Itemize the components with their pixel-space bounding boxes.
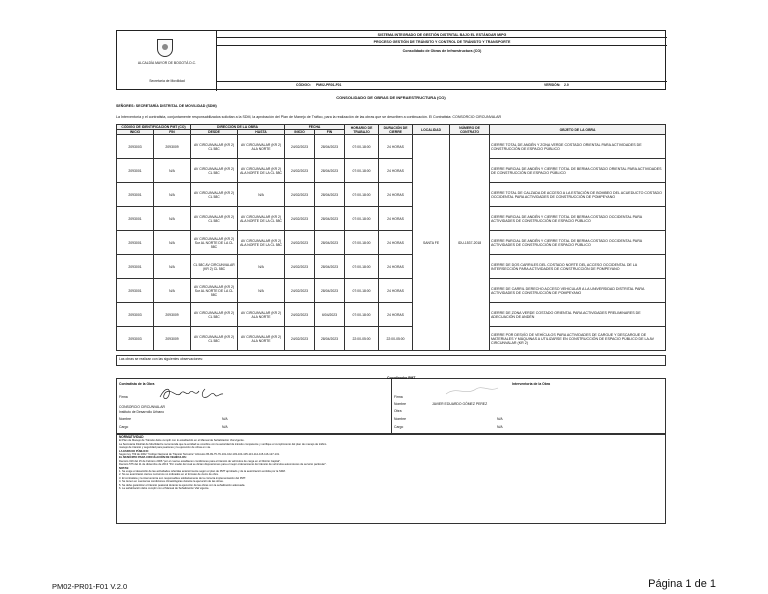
nombre-label: Nombre bbox=[119, 417, 132, 421]
cell-fin: N/A bbox=[154, 183, 191, 207]
cell-horario: 07:00-18:00 bbox=[345, 279, 379, 303]
col-date-group: FECHA bbox=[285, 125, 345, 130]
firma-label-2: Firma bbox=[394, 395, 403, 399]
cell-duracion: 24 HORAS bbox=[379, 183, 413, 207]
cell-objeto: CIERRE PARCIAL DE ANDÉN Y CIERRE TOTAL DE BERMA COSTADO ORIENTAL PARA ACTIVIDADES DE CONSTRUCCIÓN DE ESPACIO PÚBLICO bbox=[490, 159, 666, 183]
cell-fin: 2093009 bbox=[154, 327, 191, 351]
cell-inicio: 2093003 bbox=[117, 303, 154, 327]
cell-desde: AV CIRCUNVALAR (KR 2) CL 58C bbox=[191, 327, 238, 351]
cell-horario: 07:00-18:00 bbox=[345, 207, 379, 231]
recipient-line: SEÑORES: SECRETARÍA DISTRITAL DE MOVILIDAD (SDM) bbox=[116, 104, 217, 108]
cell-desde: AV CIRCUNVALAR (KR 2) CL 58C bbox=[191, 183, 238, 207]
cell-f-fin: 28/04/2023 bbox=[315, 159, 345, 183]
logo-text: ALCALDÍA MAYOR DE BOGOTÁ D.C. bbox=[137, 61, 197, 65]
cell-desde: AV CIRCUNVALAR (KR 2) CL 58C bbox=[191, 135, 238, 159]
footer-page: Página 1 de 1 bbox=[648, 578, 716, 590]
intro-line bbox=[116, 115, 666, 119]
normativity-line: LA ESPACIO PÚBLICO: bbox=[119, 449, 149, 453]
normativity-line: Decreto 575 del 11 de diciembre de 2013 "Por medio del cual se dictan disposiciones para el mejor ordenamiento del tránsito de vehículos automotores de servicio particular". bbox=[119, 463, 327, 467]
cargo-value: N/A bbox=[222, 425, 228, 429]
footer-code: PM02-PR01-F01 V.2.0 bbox=[52, 582, 128, 591]
cell-f-fin: 28/04/2023 bbox=[315, 279, 345, 303]
cell-hasta: N/A bbox=[238, 255, 285, 279]
contractor-text: CONSORCIO CIRCUNVALAR bbox=[452, 115, 502, 119]
normativity-line: manejo de tránsito y seguridad para peatones y la ejecución de obras en vía. bbox=[119, 446, 211, 450]
cell-f-fin: 28/04/2023 bbox=[315, 231, 345, 255]
cell-desde: AV CIRCUNVALAR (KR 2) CL 58C bbox=[191, 159, 238, 183]
cell-objeto: CIERRE TOTAL DE ANDÉN Y ZONA VERDE COSTADO ORIENTAL PARA ACTIVIDADES DE CONSTRUCCIÓN DE ESPACIO PÚBLICO bbox=[490, 135, 666, 159]
cell-objeto: CIERRE PARCIAL DE ANDÉN Y CIERRE TOTAL DE BERMA COSTADO OCCIDENTAL PARA ACTIVIDADES DE CONSTRUCCIÓN DE ESPACIO PÚBLICO bbox=[490, 207, 666, 231]
col-fin: FIN bbox=[154, 130, 191, 135]
logo-subtext: Secretaría de Movilidad bbox=[149, 79, 185, 83]
col-horario: HORARIO DE TRABAJO bbox=[345, 125, 379, 135]
normativity-line: 5. Se debe garantizar el tránsito peatonal durante la ejecución de las obras con la señalización adecuada. bbox=[119, 483, 246, 487]
cell-horario: 07:00-18:00 bbox=[345, 303, 379, 327]
intro-text: La Interventoría y el contratista, conjuntamente responsabilizados solicitan a la SDM, la aprobación del Plan de Manejo de Tráfico, para la realización de las obras que se describen a continuación. El Contratista: bbox=[116, 115, 452, 119]
cell-hasta: AV CIRCUNVALAR (KR 2) ALA NORTE bbox=[238, 327, 285, 351]
cell-duracion: 24 HORAS bbox=[379, 159, 413, 183]
cell-objeto: CIERRE DE ZONA VERDE COSTADO ORIENTAL PARA ACTIVIDADES PRELIMINARES DE ADECUACIÓN DE ANDÉN bbox=[490, 303, 666, 327]
cell-fin: 2093009 bbox=[154, 303, 191, 327]
table-row bbox=[117, 255, 666, 279]
normativity-line: El Plan de Manejo de Tránsito debe cumplir con lo establecido en el Manual de Señalización Vial vigente. bbox=[119, 439, 245, 443]
cell-f-fin: 28/04/2023 bbox=[315, 207, 345, 231]
col-hasta: HASTA bbox=[238, 130, 285, 135]
cell-fin: N/A bbox=[154, 207, 191, 231]
version-label: VERSIÓN: bbox=[544, 83, 561, 87]
col-fecha-inicio: INICIO bbox=[285, 130, 315, 135]
logo-cell bbox=[117, 31, 217, 91]
col-dir-group: DIRECCIÓN DE LA OBRA bbox=[191, 125, 285, 130]
cell-f-ini: 24/02/2023 bbox=[285, 231, 315, 255]
cell-hasta: AV CIRCUNVALAR (KR 2) ALA NORTE bbox=[238, 303, 285, 327]
nombre-label-2: Nombre bbox=[394, 402, 407, 406]
code-value: PM02-PR01-F01 bbox=[316, 83, 342, 87]
cell-fin: 2093009 bbox=[154, 135, 191, 159]
cell-inicio: 2093001 bbox=[117, 279, 154, 303]
cell-hasta: AV CIRCUNVALAR (KR 2) ALA NORTE DE LA CL 58C bbox=[238, 159, 285, 183]
cell-horario: 07:00-18:00 bbox=[345, 159, 379, 183]
cell-duracion: 22:00-05:00 bbox=[379, 327, 413, 351]
cargo-value-3: N/A bbox=[497, 425, 503, 429]
cell-horario: 07:00-18:00 bbox=[345, 231, 379, 255]
cell-duracion: 24 HORAS bbox=[379, 231, 413, 255]
header-document: Consolidado de Obras de Infraestructura (CO) bbox=[217, 46, 667, 82]
cell-inicio: 2093001 bbox=[117, 159, 154, 183]
observations-text: Las obras se realizan con las siguientes observaciones: bbox=[119, 357, 203, 361]
cell-f-ini: 24/02/2023 bbox=[285, 159, 315, 183]
cell-horario: 22:00-05:00 bbox=[345, 327, 379, 351]
coordinator-title: Coordinador PMT bbox=[387, 376, 416, 380]
cell-objeto: CIERRE TOTAL DE CALZADA DE ACCESO A LA ESTACIÓN DE BOMBEO DEL ACUEDUCTO COSTADO OCCIDENTAL PARA ACTIVIDADES DE CONSTRUCCIÓN DE POMPEYANO bbox=[490, 183, 666, 207]
normativity-line: 3. El contratista y la interventoría son responsables solidariamente de la correcta implementación del PMT. bbox=[119, 476, 246, 480]
cell-objeto: CIERRE PARCIAL DE ANDÉN Y CIERRE TOTAL DE BERMA COSTADO OCCIDENTAL PARA ACTIVIDADES DE CONSTRUCCIÓN DE ESPACIO PÚBLICO bbox=[490, 231, 666, 255]
cell-inicio: 2093003 bbox=[117, 327, 154, 351]
cell-inicio: 2093003 bbox=[117, 135, 154, 159]
cell-desde: AV CIRCUNVALAR (KR 2) CL 58C bbox=[191, 303, 238, 327]
normativity-line: 2. No se autorizarán cierres nocturnos no indicados en el formato de cierre de obra. bbox=[119, 473, 219, 477]
col-localidad: LOCALIDAD bbox=[413, 125, 450, 135]
document-title: CONSOLIDADO DE OBRAS DE INFRAESTRUCTURA (CO) bbox=[336, 95, 446, 100]
cell-hasta: N/A bbox=[238, 279, 285, 303]
nombre-label-3: Nombre bbox=[394, 417, 407, 421]
entity-label: Instituto de Desarrollo Urbano bbox=[119, 410, 165, 414]
cell-localidad: SANTA FE bbox=[413, 135, 450, 351]
table-row bbox=[117, 303, 666, 327]
cell-horario: 07:00-18:00 bbox=[345, 135, 379, 159]
normativity-line: NOTAS: bbox=[119, 466, 130, 470]
version-value: 2.0 bbox=[564, 83, 569, 87]
contractor-title: Contratista de la Obra bbox=[119, 382, 155, 386]
interventoria-title: Interventoría de la Obra bbox=[512, 382, 551, 386]
col-duracion: DURACIÓN DE CIERRE bbox=[379, 125, 413, 135]
cell-f-ini: 24/02/2023 bbox=[285, 183, 315, 207]
col-objeto: OBJETO DE LA OBRA bbox=[490, 125, 666, 135]
cell-fin: N/A bbox=[154, 255, 191, 279]
normativity-block bbox=[116, 434, 666, 524]
code-bar bbox=[216, 81, 666, 90]
table-row bbox=[117, 183, 666, 207]
observations-box bbox=[116, 355, 666, 366]
cell-fin: N/A bbox=[154, 231, 191, 255]
normativity-line: 1. Se exige el desarrollo de las actividades referidas anteriormente según el plan de PMT aprobado y de la autorización emitida por la SDM. bbox=[119, 470, 286, 474]
interventoria-name: JAVIER EDUARDO GÓMEZ PEREZ bbox=[432, 402, 488, 406]
cell-fin: N/A bbox=[154, 279, 191, 303]
obra-label: Obra bbox=[394, 409, 402, 413]
col-inicio: INICIO bbox=[117, 130, 154, 135]
nombre-value: N/A bbox=[222, 417, 228, 421]
col-contrato: NÚMERO DE CONTRATO bbox=[450, 125, 490, 135]
table-row bbox=[117, 135, 666, 159]
table-row bbox=[117, 159, 666, 183]
table-row bbox=[117, 207, 666, 231]
cell-hasta: AV CIRCUNVALAR (KR 2) ALA NORTE DE LA CL 58C bbox=[238, 231, 285, 255]
cell-duracion: 24 HORAS bbox=[379, 303, 413, 327]
cell-objeto: CIERRE DE DOS CARRILES DEL COSTADO NORTE DEL ACCESO OCCIDENTAL DE LA INTERSECCIÓN PARA ACTIVIDADES DE CONSTRUCCIÓN DE POMPEYANO bbox=[490, 255, 666, 279]
col-code-group: CÓDIGO DE IDENTIFICACIÓN PMT (CO) bbox=[117, 125, 191, 130]
cell-fin: N/A bbox=[154, 159, 191, 183]
cargo-label: Cargo bbox=[119, 425, 129, 429]
signature-block bbox=[116, 378, 666, 434]
cell-f-ini: 24/02/2023 bbox=[285, 207, 315, 231]
cell-horario: 07:00-18:00 bbox=[345, 183, 379, 207]
cell-duracion: 24 HORAS bbox=[379, 279, 413, 303]
cell-inicio: 2093001 bbox=[117, 231, 154, 255]
cell-inicio: 2093001 bbox=[117, 255, 154, 279]
cell-contrato: IDU-1537-2018 bbox=[450, 135, 490, 351]
handwritten-signature bbox=[157, 383, 227, 403]
interventoria-signature bbox=[387, 376, 667, 435]
col-fecha-fin: FIN bbox=[315, 130, 345, 135]
normativity-heading: NORMATIVIDAD bbox=[119, 435, 144, 439]
works-table bbox=[116, 124, 666, 351]
firma-label: Firma bbox=[119, 395, 128, 399]
cell-inicio: 2093001 bbox=[117, 207, 154, 231]
normativity-lines bbox=[119, 439, 663, 490]
cell-f-fin: 28/04/2023 bbox=[315, 255, 345, 279]
cell-desde: AV CIRCUNVALAR (KR 2) Sur AL NORTE DE LA CL 58C bbox=[191, 231, 238, 255]
normativity-line: Decreto 319 del 15 de Febrero 2006 "por el cual se establecen condiciones para el tránsito de vehículos de carga en el Distrito Capital". bbox=[119, 459, 281, 463]
header-process: PROCESO GESTIÓN DE TRÁNSITO Y CONTROL DE TRÁNSITO Y TRANSPORTE bbox=[217, 38, 667, 46]
cell-desde: AV CIRCUNVALAR (KR 2) Sur AL NORTE DE LA CL 58C bbox=[191, 279, 238, 303]
table-row bbox=[117, 231, 666, 255]
normativity-line: EL MUNICIPIO PARA CIRCULACIÓN DE VEHÍCULOS: bbox=[119, 456, 187, 460]
coat-of-arms-icon bbox=[157, 39, 173, 57]
cell-f-ini: 24/02/2023 bbox=[285, 135, 315, 159]
cell-f-fin: 28/04/2023 bbox=[315, 183, 345, 207]
cell-f-ini: 24/02/2023 bbox=[285, 279, 315, 303]
contractor-signature bbox=[117, 379, 392, 435]
cell-f-fin: 6/04/2023 bbox=[315, 303, 345, 327]
normativity-line: Según ley 769 de 2002 "Código Nacional de Tránsito Terrestre" Artículos 95-99-75-79-101-102-103-104-105-113-114-115-116-127-131. bbox=[119, 453, 280, 457]
table-row bbox=[117, 327, 666, 351]
code-label: CÓDIGO: bbox=[296, 83, 311, 87]
header-system: SISTEMA INTEGRADO DE GESTIÓN DISTRITAL BAJO EL ESTÁNDAR MIPG bbox=[217, 31, 667, 38]
cell-duracion: 24 HORAS bbox=[379, 207, 413, 231]
interventoria-signature-mark bbox=[442, 382, 502, 400]
cell-desde: AV CIRCUNVALAR (KR 2) CL 58C bbox=[191, 207, 238, 231]
cell-hasta: N/A bbox=[238, 183, 285, 207]
normativity-line: 6. La señalización debe cumplir con el Manual de Señalización Vial vigente. bbox=[119, 487, 210, 491]
cell-objeto: CIERRE POR DESVÍO DE VEHÍCULOS PARA ACTIVIDADES DE CARGUE Y DESCARGUE DE MATERIALES Y MÁQUINAS A UTILIZARSE EN CONSTRUCCIÓN DE ESPACIO PÚBLICO DE LA AV CIRCUNVALAR (KR 2) bbox=[490, 327, 666, 351]
cell-hasta: AV CIRCUNVALAR (KR 2) ALA NORTE bbox=[238, 135, 285, 159]
cell-f-ini: 24/02/2023 bbox=[285, 303, 315, 327]
normativity-line: 4. Se tienen en cuenta las condiciones climatológicas durante la ejecución de las obras. bbox=[119, 480, 224, 484]
contractor-name: CONSORCIO CIRCUNVALAR bbox=[119, 405, 165, 409]
cell-desde: CL 58C AV CIRCUNVALAR (KR 2) CL 58C bbox=[191, 255, 238, 279]
cell-duracion: 24 HORAS bbox=[379, 135, 413, 159]
cargo-label-3: Cargo bbox=[394, 425, 404, 429]
cell-horario: 07:00-18:00 bbox=[345, 255, 379, 279]
cell-f-fin: 28/04/2023 bbox=[315, 135, 345, 159]
cell-f-ini: 24/02/2023 bbox=[285, 327, 315, 351]
cell-duracion: 24 HORAS bbox=[379, 255, 413, 279]
cell-objeto: CIERRE DE CARRIL DERECHO ACCESO VEHICULAR A LA UNIVERSIDAD DISTRITAL PARA ACTIVIDADES DE CONSTRUCCIÓN DE POMPEYANO bbox=[490, 279, 666, 303]
normativity-line: La Secretaría Distrital de Movilidad le recomienda que la entidad se coordine con la autoridad de tránsito competente y verifique el cumplimiento del plan de manejo de tráfico. bbox=[119, 442, 327, 446]
cell-f-fin: 28/04/2023 bbox=[315, 327, 345, 351]
col-desde: DESDE bbox=[191, 130, 238, 135]
table-row bbox=[117, 279, 666, 303]
cell-inicio: 2093001 bbox=[117, 183, 154, 207]
nombre-value-3: N/A bbox=[497, 417, 503, 421]
cell-hasta: AV CIRCUNVALAR (KR 2) ALA NORTE DE LA CL 58C bbox=[238, 207, 285, 231]
cell-f-ini: 24/02/2023 bbox=[285, 255, 315, 279]
